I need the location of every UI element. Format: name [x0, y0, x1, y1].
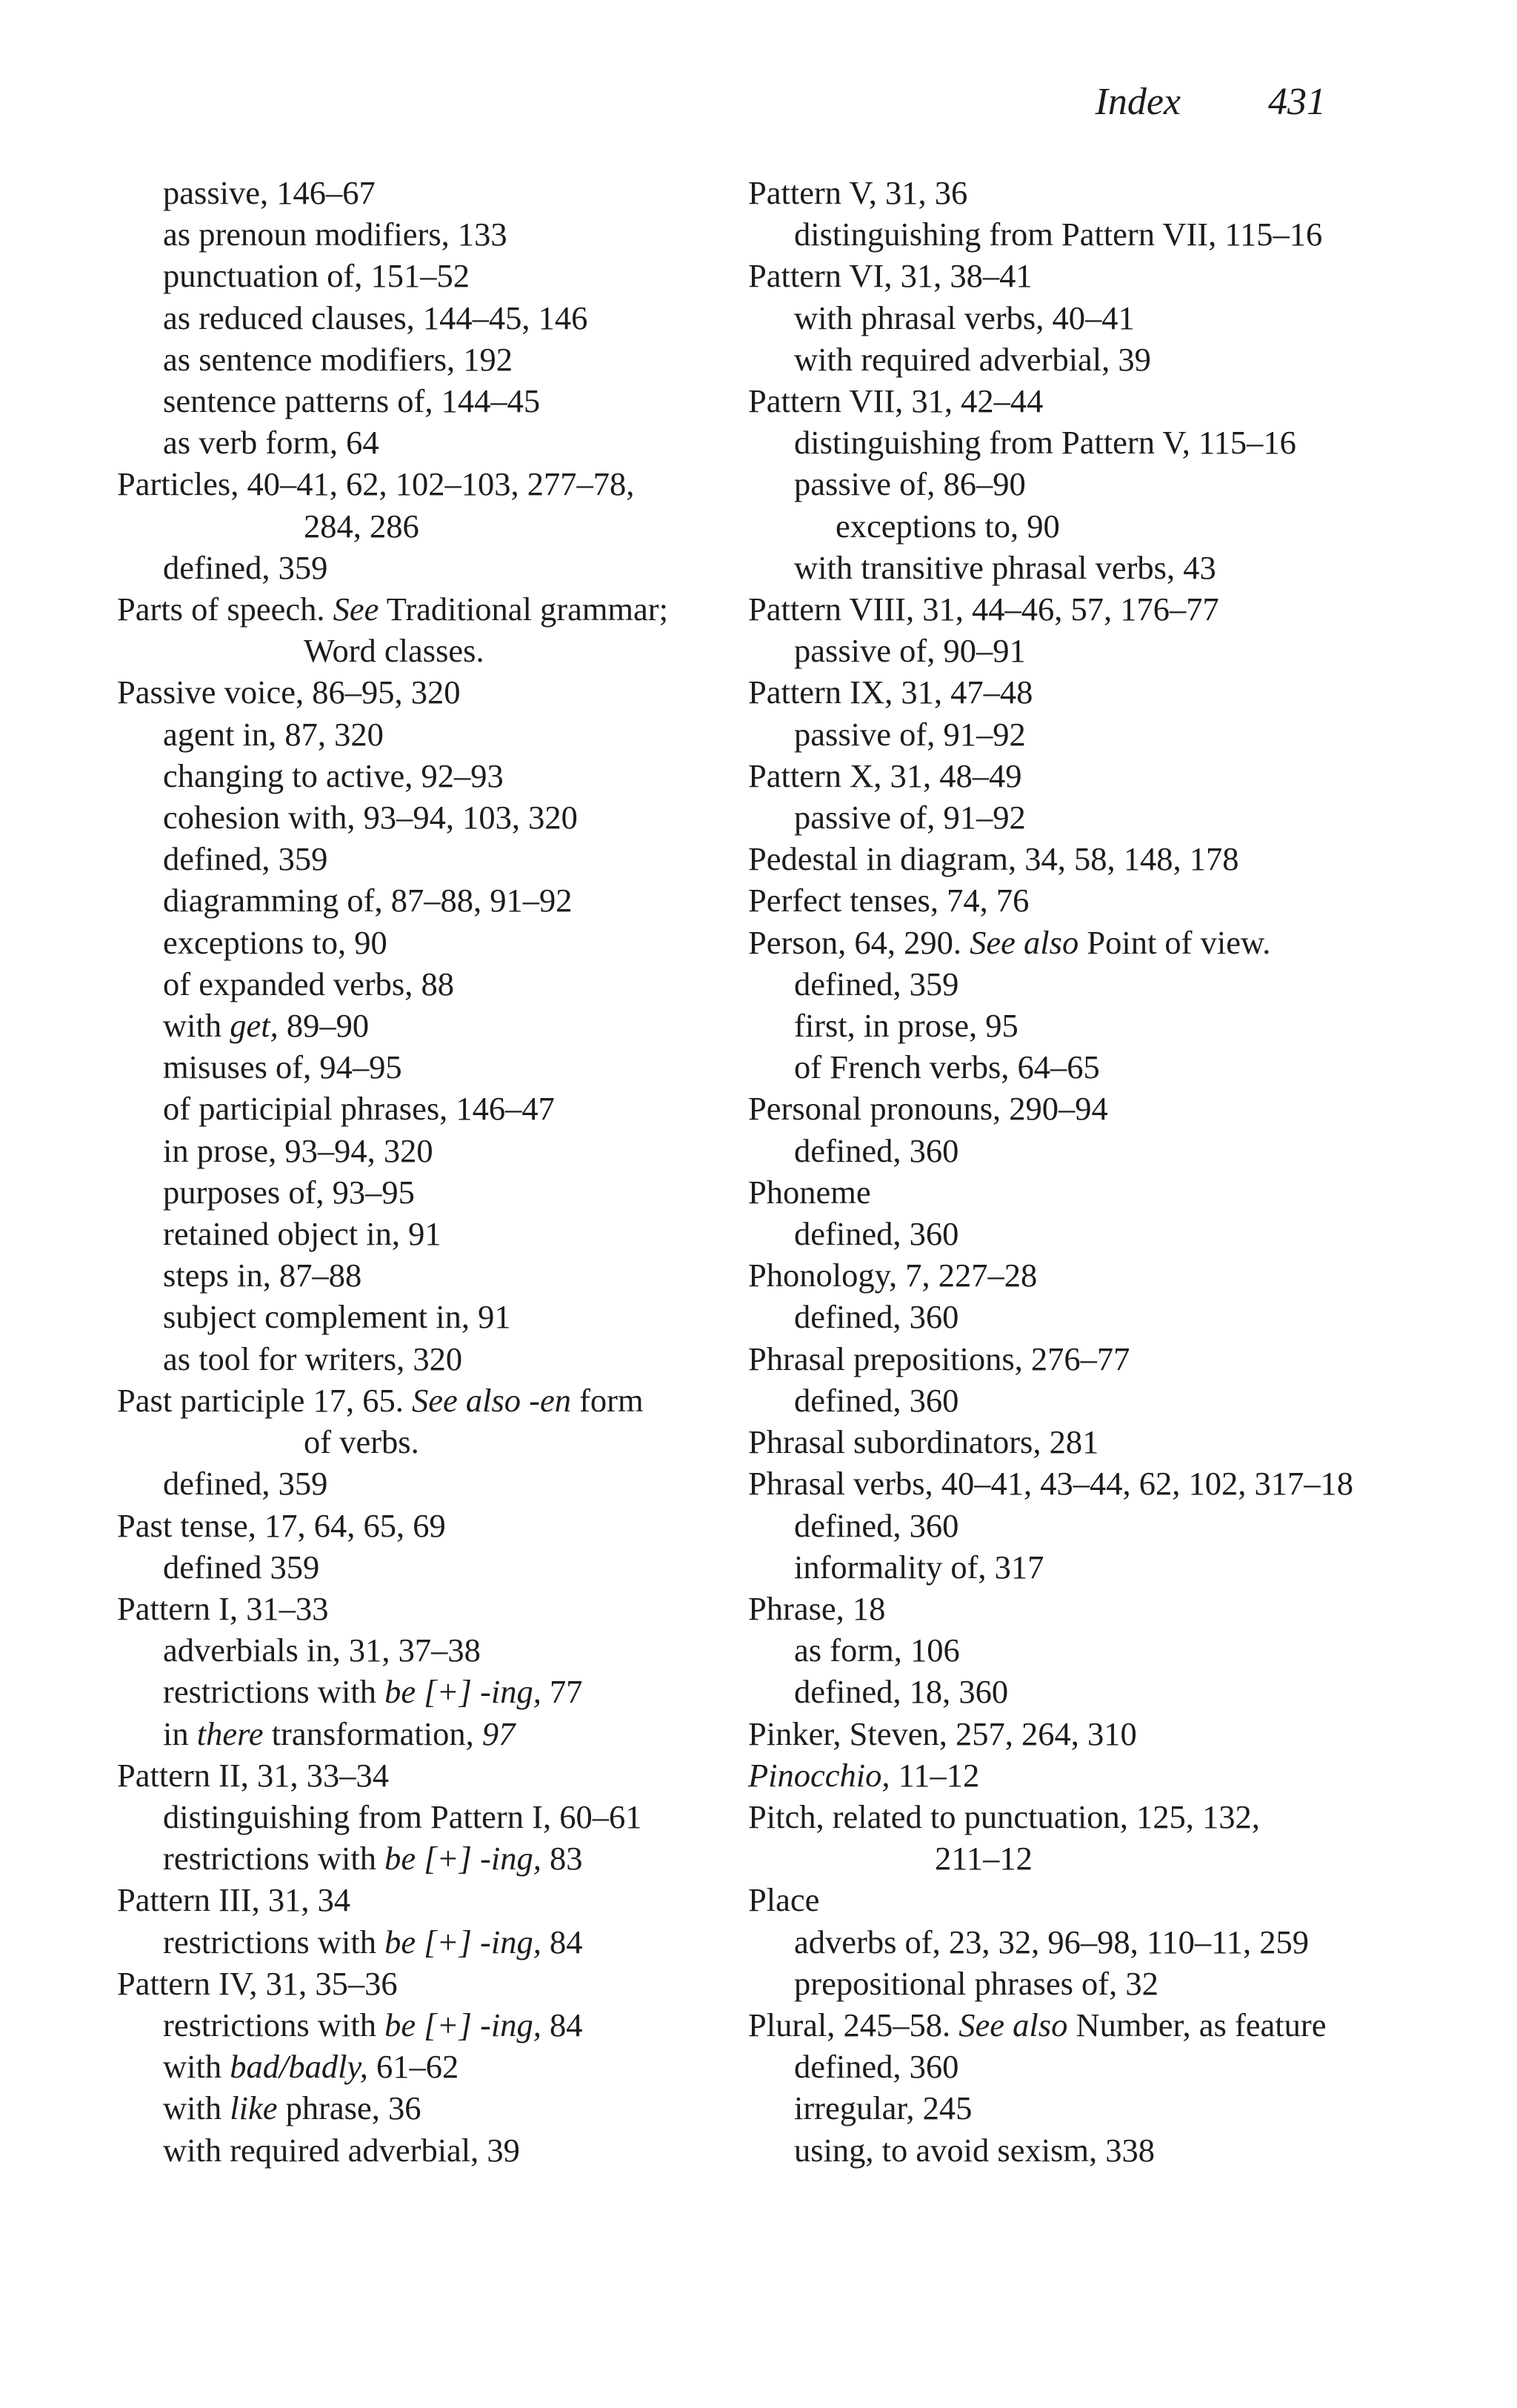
index-subentry [117, 1463, 724, 1504]
index-text: Phrasal verbs, 40–41, 43–44, 62, 102, 317–18 [748, 1465, 1354, 1503]
index-main-entry [117, 1879, 724, 1920]
index-subentry [117, 1130, 724, 1171]
index-text: agent in, 87, 320 [163, 715, 384, 753]
index-text: See [333, 591, 379, 628]
index-main-entry [748, 1588, 1415, 1629]
index-text: Pattern III, 31, 34 [117, 1881, 351, 1919]
index-text: in [163, 1714, 197, 1752]
index-text: as sentence modifiers, 192 [163, 340, 513, 378]
index-text: like [230, 2089, 278, 2127]
index-text: restrictions with [163, 2006, 385, 2043]
index-text: as tool for writers, 320 [163, 1340, 463, 1377]
index-subentry [117, 1671, 724, 1712]
index-text: defined, 360 [794, 1131, 959, 1169]
index-subentry [117, 755, 724, 796]
index-text: Passive voice, 86–95, 320 [117, 673, 461, 711]
index-subentry [117, 1213, 724, 1254]
index-main-entry [748, 588, 1415, 630]
index-text: 211–12 [935, 1840, 1033, 1877]
index-subentry [117, 963, 724, 1005]
index-subentry [117, 2046, 724, 2087]
index-text: See also -en [411, 1381, 571, 1419]
index-text: Particles, 40–41, 62, 102–103, 277–78, [117, 465, 635, 503]
index-subentry [748, 422, 1415, 463]
index-main-entry [748, 1254, 1415, 1296]
index-text: See also [970, 923, 1079, 961]
index-text: with required adverbial, 39 [163, 2131, 520, 2169]
index-text: Traditional grammar; [379, 591, 668, 628]
index-text: be [+] -ing, [384, 2006, 541, 2043]
index-text: using, to avoid sexism, 338 [794, 2131, 1156, 2169]
index-subentry [748, 1629, 1415, 1671]
index-subentry [117, 1713, 724, 1755]
index-main-entry [748, 2004, 1415, 2046]
index-main-entry [748, 1796, 1415, 1837]
index-text: See also [958, 2006, 1068, 2043]
index-text: Pattern IX, 31, 47–48 [748, 673, 1033, 711]
index-text: Pattern IV, 31, 35–36 [117, 1964, 398, 2002]
index-main-entry [748, 671, 1415, 713]
index-text: restrictions with [163, 1840, 385, 1877]
index-text: Word classes. [304, 632, 484, 670]
index-text: Pinker, Steven, 257, 264, 310 [748, 1714, 1137, 1752]
index-text: defined, 360 [794, 1381, 959, 1419]
index-subentry [748, 963, 1415, 1005]
index-subentry [748, 2129, 1415, 2171]
running-header [1096, 80, 1326, 124]
index-text: be [+] -ing, [384, 1923, 541, 1960]
index-main-entry [748, 1338, 1415, 1380]
index-text: 97 [481, 1714, 516, 1752]
index-text: cohesion with, 93–94, 103, 320 [163, 799, 578, 837]
index-text: informality of, 317 [794, 1548, 1044, 1586]
index-column-right [748, 172, 1415, 2171]
index-main-entry [748, 1713, 1415, 1755]
index-text: distinguishing from Pattern VII, 115–16 [794, 216, 1323, 253]
index-subentry [748, 1921, 1415, 1963]
index-subentry [117, 838, 724, 879]
index-main-entry [748, 172, 1415, 213]
index-text: passive of, 91–92 [794, 715, 1026, 753]
index-text: defined, 18, 360 [794, 1673, 1009, 1711]
index-text: steps in, 87–88 [163, 1257, 362, 1294]
index-text: diagramming of, 87–88, 91–92 [163, 882, 573, 919]
index-subentry [117, 1171, 724, 1213]
index-subentry [748, 213, 1415, 255]
index-main-entry [748, 838, 1415, 879]
index-text: form [570, 1381, 644, 1419]
index-text: punctuation of, 151–52 [163, 257, 470, 295]
index-main-entry [748, 1463, 1415, 1504]
index-subentry [117, 1837, 724, 1879]
index-text: defined, 359 [794, 965, 959, 1002]
index-text: exceptions to, 90 [163, 923, 387, 961]
index-text: Phonology, 7, 227–28 [748, 1257, 1038, 1294]
index-text: Pedestal in diagram, 34, 58, 148, 178 [748, 840, 1239, 878]
index-text: passive of, 86–90 [794, 465, 1026, 503]
index-text: with [163, 2048, 230, 2086]
index-subentry [748, 1963, 1415, 2004]
index-subentry [748, 2087, 1415, 2129]
index-text: transformation, [263, 1714, 482, 1752]
index-text: with phrasal verbs, 40–41 [794, 299, 1135, 336]
index-text: as verb form, 64 [163, 424, 379, 462]
index-subentry [117, 172, 724, 213]
index-entry-continuation [748, 1837, 1415, 1879]
index-entry-continuation [117, 630, 724, 671]
index-main-entry [117, 588, 724, 630]
index-entry-continuation [117, 505, 724, 547]
index-main-entry [748, 755, 1415, 796]
index-main-entry [748, 879, 1415, 921]
index-entry-continuation [117, 1421, 724, 1463]
index-subentry [117, 1005, 724, 1046]
index-text: be [+] -ing, [384, 1673, 541, 1711]
index-text: Number, as feature [1067, 2006, 1327, 2043]
index-text: 89–90 [278, 1007, 370, 1045]
index-text: bad/badly, [230, 2048, 368, 2086]
index-subentry [117, 1338, 724, 1380]
index-text: exceptions to, 90 [836, 507, 1060, 545]
index-subentry [748, 1296, 1415, 1337]
index-subentry [748, 1213, 1415, 1254]
index-main-entry [117, 1380, 724, 1421]
index-subentry [117, 1296, 724, 1337]
index-text: of French verbs, 64–65 [794, 1048, 1100, 1086]
index-text: misuses of, 94–95 [163, 1048, 402, 1086]
index-text: in prose, 93–94, 320 [163, 1131, 433, 1169]
index-text: Person, 64, 290. [748, 923, 970, 961]
page-number: 431 [1268, 81, 1326, 123]
index-text: purposes of, 93–95 [163, 1173, 415, 1211]
index-text: Pattern II, 31, 33–34 [117, 1756, 390, 1794]
index-main-entry [748, 1171, 1415, 1213]
index-subentry [748, 1505, 1415, 1546]
index-subentry [748, 2046, 1415, 2087]
index-text: adverbs of, 23, 32, 96–98, 110–11, 259 [794, 1923, 1310, 1960]
index-subentry [748, 297, 1415, 339]
index-text: first, in prose, 95 [794, 1007, 1018, 1045]
index-subentry [748, 1380, 1415, 1421]
index-subentry [748, 547, 1415, 588]
index-subentry [117, 796, 724, 838]
index-text: with [163, 2089, 230, 2127]
index-subentry [117, 1629, 724, 1671]
index-subentry [117, 1046, 724, 1088]
index-subentry [117, 297, 724, 339]
index-subentry [117, 2004, 724, 2046]
index-text: Pattern V, 31, 36 [748, 174, 968, 211]
index-subentry [748, 505, 1415, 547]
index-text: Past tense, 17, 64, 65, 69 [117, 1506, 446, 1544]
index-text: Phrasal prepositions, 276–77 [748, 1340, 1130, 1377]
index-text: 83 [541, 1840, 583, 1877]
index-main-entry [117, 463, 724, 505]
index-text: Pattern VIII, 31, 44–46, 57, 176–77 [748, 591, 1219, 628]
index-text: defined, 359 [163, 840, 328, 878]
index-main-entry [748, 255, 1415, 296]
index-text: irregular, 245 [794, 2089, 973, 2127]
index-main-entry [117, 1755, 724, 1796]
index-text: defined, 360 [794, 2048, 959, 2086]
index-subentry [748, 463, 1415, 505]
index-subentry [117, 922, 724, 963]
index-text: with [163, 1007, 230, 1045]
index-text: adverbials in, 31, 37–38 [163, 1632, 481, 1669]
index-subentry [117, 422, 724, 463]
index-main-entry [748, 1879, 1415, 1920]
index-text: defined, 360 [794, 1215, 959, 1253]
index-text: defined, 360 [794, 1506, 959, 1544]
index-text: 284, 286 [304, 507, 419, 545]
index-text: there [196, 1714, 264, 1752]
index-text: Pattern X, 31, 48–49 [748, 756, 1022, 794]
index-subentry [117, 1796, 724, 1837]
index-text: Personal pronouns, 290–94 [748, 1090, 1108, 1128]
index-text: Phoneme [748, 1173, 871, 1211]
index-text: 84 [541, 2006, 583, 2043]
index-main-entry [748, 922, 1415, 963]
index-text: Pattern VII, 31, 42–44 [748, 382, 1044, 420]
index-text: sentence patterns of, 144–45 [163, 382, 541, 420]
index-text: of participial phrases, 146–47 [163, 1090, 555, 1128]
index-subentry [748, 714, 1415, 755]
index-subentry [748, 796, 1415, 838]
index-subentry [117, 339, 724, 380]
index-text: be [+] -ing, [384, 1840, 541, 1877]
index-text: distinguishing from Pattern I, 60–61 [163, 1797, 642, 1835]
index-subentry [117, 1088, 724, 1129]
index-subentry [748, 630, 1415, 671]
index-text: defined 359 [163, 1548, 320, 1586]
index-text: of verbs. [304, 1423, 419, 1461]
index-main-entry [117, 1963, 724, 2004]
index-text: 77 [541, 1673, 583, 1711]
index-text: passive of, 90–91 [794, 632, 1026, 670]
index-main-entry [117, 1505, 724, 1546]
index-subentry [748, 1005, 1415, 1046]
index-subentry [748, 1546, 1415, 1588]
index-text: as prenoun modifiers, 133 [163, 216, 507, 253]
index-subentry [117, 2129, 724, 2171]
index-text: phrase, 36 [277, 2089, 421, 2127]
index-text: 61–62 [367, 2048, 459, 2086]
index-subentry [117, 1546, 724, 1588]
index-subentry [117, 714, 724, 755]
index-subentry [117, 547, 724, 588]
index-text: with required adverbial, 39 [794, 340, 1151, 378]
index-text: Past participle 17, 65. [117, 1381, 412, 1419]
index-main-entry [117, 671, 724, 713]
index-text: defined, 359 [163, 1465, 328, 1503]
index-main-entry [117, 1588, 724, 1629]
index-text: get, [230, 1007, 279, 1045]
index-main-entry [748, 1421, 1415, 1463]
index-main-entry [748, 1755, 1415, 1796]
index-text: Plural, 245–58. [748, 2006, 959, 2043]
index-main-entry [748, 1088, 1415, 1129]
index-text: 11–12 [890, 1756, 980, 1794]
index-subentry [117, 255, 724, 296]
index-text: Phrasal subordinators, 281 [748, 1423, 1099, 1461]
index-text: Pitch, related to punctuation, 125, 132, [748, 1797, 1260, 1835]
index-subentry [117, 2087, 724, 2129]
index-subentry [117, 879, 724, 921]
index-column-left [117, 172, 724, 2171]
index-text: with transitive phrasal verbs, 43 [794, 548, 1216, 586]
index-text: Place [748, 1881, 820, 1919]
index-subentry [117, 1254, 724, 1296]
index-text: restrictions with [163, 1673, 385, 1711]
index-text: passive, 146–67 [163, 174, 376, 211]
index-text: defined, 359 [163, 548, 328, 586]
index-text: subject complement in, 91 [163, 1298, 511, 1336]
index-subentry [117, 213, 724, 255]
index-text: Pinocchio, [748, 1756, 890, 1794]
index-subentry [117, 380, 724, 422]
index-text: Point of view. [1078, 923, 1271, 961]
index-subentry [748, 1046, 1415, 1088]
index-text: distinguishing from Pattern V, 115–16 [794, 424, 1296, 462]
index-text: prepositional phrases of, 32 [794, 1964, 1158, 2002]
index-main-entry [748, 380, 1415, 422]
running-header-title: Index [1095, 81, 1181, 123]
index-text: as reduced clauses, 144–45, 146 [163, 299, 588, 336]
index-subentry [748, 1671, 1415, 1712]
index-text: Parts of speech. [117, 591, 333, 628]
index-subentry [748, 339, 1415, 380]
index-text: passive of, 91–92 [794, 799, 1026, 837]
index-text: Pattern VI, 31, 38–41 [748, 257, 1033, 295]
index-text: of expanded verbs, 88 [163, 965, 454, 1002]
index-text: retained object in, 91 [163, 1215, 441, 1253]
index-text: changing to active, 92–93 [163, 756, 504, 794]
index-text: defined, 360 [794, 1298, 959, 1336]
index-subentry [748, 1130, 1415, 1171]
index-text: restrictions with [163, 1923, 385, 1960]
index-text: Pattern I, 31–33 [117, 1589, 329, 1627]
index-subentry [117, 1921, 724, 1963]
index-text: Perfect tenses, 74, 76 [748, 882, 1030, 919]
index-text: Phrase, 18 [748, 1589, 886, 1627]
index-text: 84 [541, 1923, 583, 1960]
index-text: as form, 106 [794, 1632, 960, 1669]
